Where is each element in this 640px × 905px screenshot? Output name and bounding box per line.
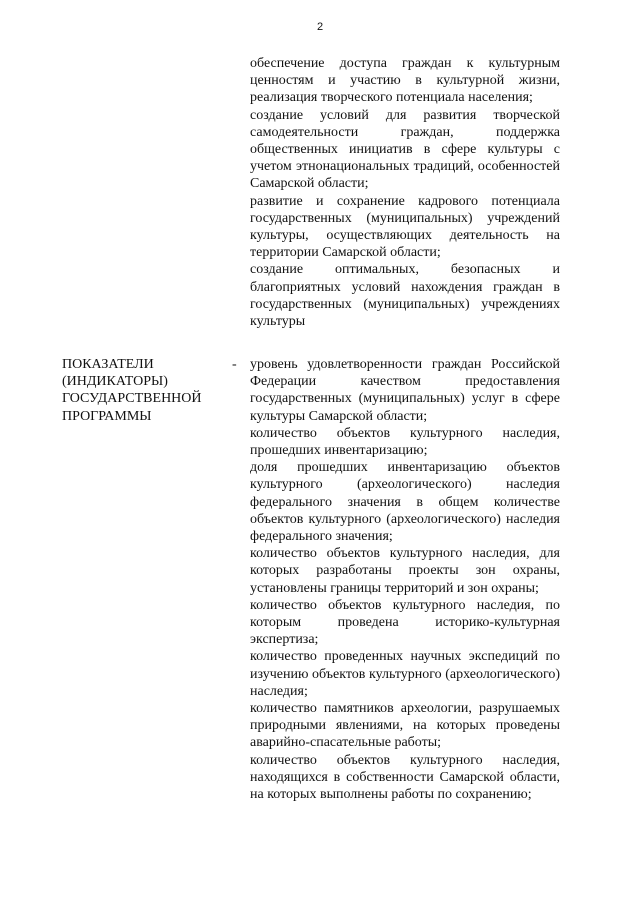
indicator-item: количество объектов культурного наследия, по которым проведена историко-культурная экспертиза;: [250, 597, 560, 648]
section-label-line: ГОСУДАРСТВЕННОЙ: [62, 391, 202, 407]
section-label-line: ПОКАЗАТЕЛИ: [62, 357, 154, 372]
indicator-item: количество объектов культурного наследия, для которых разработаны проекты зон охраны, установлены границы территорий и зон охраны;: [250, 546, 560, 596]
section-label-indicators: [62, 356, 232, 425]
section-label-line: ПРОГРАММЫ: [62, 408, 152, 424]
goals-text-block: [250, 55, 560, 330]
indicator-item: количество объектов культурного наследия, прошедших инвентаризацию;: [250, 425, 560, 459]
indicator-item: уровень удовлетворенности граждан Российской Федерации качеством предоставления государственных (муниципальных) услуг в сфере культуры Самарской области;: [250, 357, 560, 424]
goal-item: создание оптимальных, безопасных и благоприятных условий нахождения граждан в государственных (муниципальных) учреждениях культуры: [250, 262, 560, 330]
indicator-item: количество проведенных научных экспедиций по изучению объектов культурного (археологического) наследия;: [250, 649, 560, 699]
goal-item: обеспечение доступа граждан к культурным ценностям и участию в культурной жизни, реализация творческого потенциала населения;: [250, 56, 560, 106]
goal-item: создание условий для развития творческой самодеятельности граждан, поддержка общественных инициатив в сфере культуры с учетом этнонациональных традиций, особенностей Самарской области;: [250, 107, 560, 192]
section-label-line: (ИНДИКАТОРЫ): [62, 374, 168, 390]
indicator-item: доля прошедших инвентаризацию объектов культурного (археологического) наследия федерального значения в общем количестве объектов культурного (археологического) наследия федерального значения;: [250, 460, 560, 545]
indicator-item: количество объектов культурного наследия, находящихся в собственности Самарской области, на которых выполнены работы по сохранению;: [250, 752, 560, 803]
indicators-text-block: [250, 356, 560, 803]
section-dash: -: [232, 357, 237, 372]
page-number: 2: [316, 21, 324, 33]
indicator-item: количество памятников археологии, разрушаемых природными явлениями, на которых проведены аварийно-спасательные работы;: [250, 701, 560, 751]
goal-item: развитие и сохранение кадрового потенциала государственных (муниципальных) учреждений культуры, осуществляющих деятельность на территории Самарской области;: [250, 193, 560, 261]
